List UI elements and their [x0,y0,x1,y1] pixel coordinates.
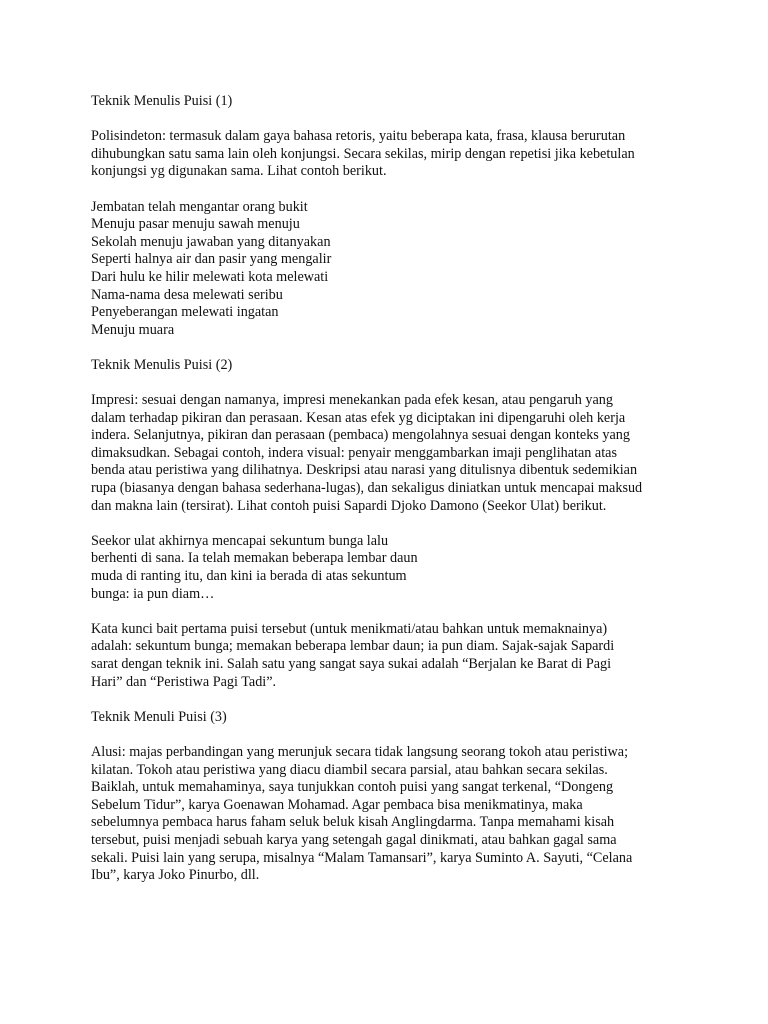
poem-line: bunga: ia pun diam… [91,585,215,602]
section-paragraph [91,392,691,515]
poem-line: muda di ranting itu, dan kini ia berada di atas sekuntum [91,568,407,585]
paragraph-line: indera. Selanjutnya, pikiran dan perasaan (pembaca) mengolahnya sesuai dengan konteks yang [91,427,630,444]
paragraph-line: Ibu”, karya Joko Pinurbo, dll. [91,867,260,884]
paragraph-line: sekali. Puisi lain yang serupa, misalnya “Malam Tamansari”, karya Suminto A. Sayuti, “Celana [91,849,633,866]
paragraph-line: Sebelum Tidur”, karya Goenawan Mohamad. Agar pembaca bisa menikmatinya, maka [91,796,583,813]
paragraph-line: dimaksudkan. Sebagai contoh, indera visual: penyair menggambarkan imaji penglihatan atas [91,444,617,461]
paragraph-line: sarat dengan teknik ini. Salah satu yang sangat saya sukai adalah “Berjalan ke Barat di Pagi [91,656,612,672]
document-page [91,93,691,885]
paragraph-line: kilatan. Tokoh atau peristiwa yang diacu diambil secara parsial, atau bahkan secara sekilas. [91,761,608,778]
paragraph-line: Polisindeton: termasuk dalam gaya bahasa retoris, yaitu beberapa kata, frasa, klausa berurutan [91,128,626,145]
poem-line: Seekor ulat akhirnya mencapai sekuntum bunga lalu [91,532,389,549]
section-2 [91,357,691,691]
poem-line: Penyeberangan melewati ingatan [91,304,279,321]
section-3 [91,709,691,885]
poem-line: Dari hulu ke hilir melewati kota melewati [91,268,329,285]
section-heading: Teknik Menulis Puisi (2) [91,356,233,373]
section-1 [91,93,691,339]
poem-block [91,199,691,340]
paragraph-line: adalah: sekuntum bunga; memakan beberapa lembar daun; ia pun diam. Sajak-sajak Sapardi [91,638,615,655]
paragraph-line: benda atau peristiwa yang dilihatnya. Deskripsi atau narasi yang ditulisnya dibentuk sedemikian [91,462,638,479]
section-paragraph [91,128,691,181]
poem-block [91,533,691,603]
paragraph-line: dihubungkan satu sama lain oleh konjungsi. Secara sekilas, mirip dengan repetisi jika kebetulan [91,145,635,162]
poem-line: Jembatan telah mengantar orang bukit [91,198,308,215]
paragraph-line: Alusi: majas perbandingan yang merunjuk secara tidak langsung seorang tokoh atau peristiwa; [91,743,629,760]
section-paragraph [91,744,691,885]
paragraph-line: dan makna lain (tersirat). Lihat contoh puisi Sapardi Djoko Damono (Seekor Ulat) berikut. [91,497,607,514]
paragraph-line: sebelumnya pembaca harus faham seluk beluk kisah Anglingdarma. Tanpa memahami kisah [91,814,615,831]
poem-line: Menuju muara [91,321,175,338]
poem-line: Nama-nama desa melewati seribu [91,286,283,303]
paragraph-line: Impresi: sesuai dengan namanya, impresi menekankan pada efek kesan, atau pengaruh yang [91,392,613,409]
paragraph-line: dalam terhadap pikiran dan perasaan. Kesan atas efek yg diciptakan ini dipengaruhi oleh kerja [91,409,626,426]
section-heading: Teknik Menuli Puisi (3) [91,708,227,725]
paragraph-line: tersebut, puisi menjadi sebuah karya yang setengah gagal dinikmati, atau bahkan gagal sama [91,831,617,848]
paragraph-line: Kata kunci bait pertama puisi tersebut (untuk menikmati/atau bahkan untuk memaknainya) [91,620,608,637]
paragraph-line: Hari” dan “Peristiwa Pagi Tadi”. [91,673,277,690]
poem-line: Seperti halnya air dan pasir yang mengalir [91,251,332,268]
section-heading: Teknik Menulis Puisi (1) [91,93,233,109]
poem-line: Menuju pasar menuju sawah menuju [91,216,300,233]
poem-line: berhenti di sana. Ia telah memakan beberapa lembar daun [91,550,418,567]
paragraph-line: konjungsi yg digunakan sama. Lihat contoh berikut. [91,163,387,180]
paragraph-line: Baiklah, untuk memahaminya, saya tunjukkan contoh puisi yang sangat terkenal, “Dongeng [91,779,614,796]
paragraph-line: rupa (biasanya dengan bahasa sederhana-lugas), dan sekaligus diniatkan untuk mencapai maksud [91,480,643,497]
poem-line: Sekolah menuju jawaban yang ditanyakan [91,233,331,250]
section-paragraph-after [91,621,691,691]
